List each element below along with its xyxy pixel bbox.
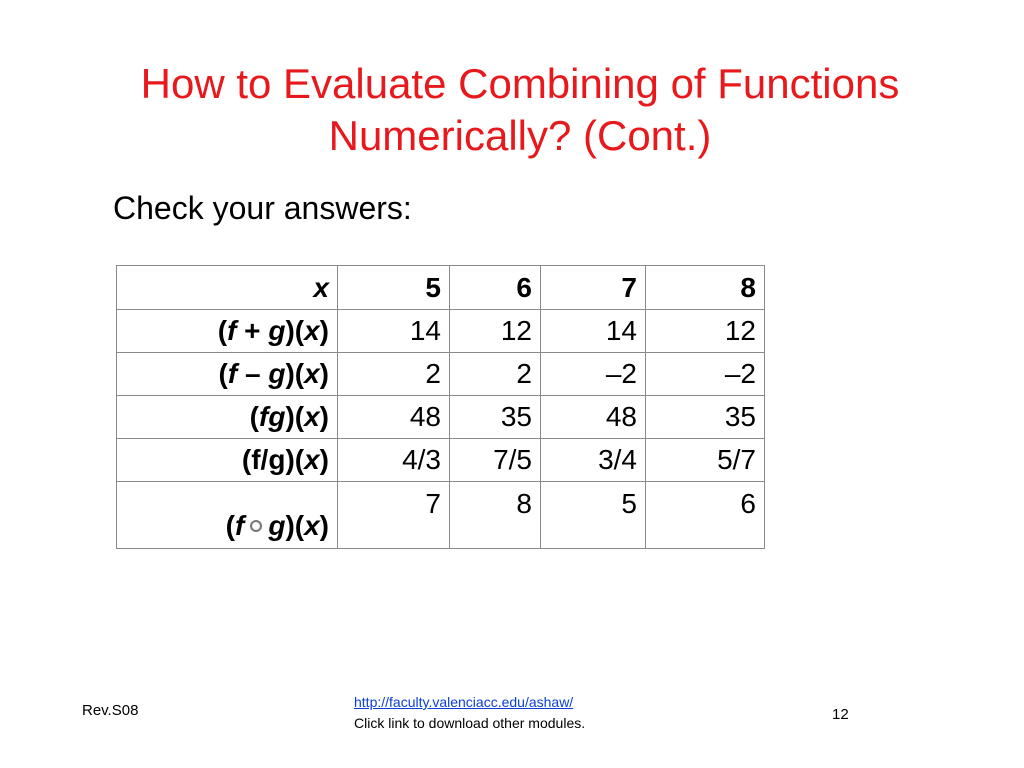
table-cell: 2: [450, 353, 541, 396]
table-cell: 48: [338, 396, 450, 439]
table-cell: 35: [646, 396, 765, 439]
table-cell: 35: [450, 396, 541, 439]
table-cell: 12: [646, 310, 765, 353]
table-cell: 5/7: [646, 439, 765, 482]
slide-title-line-2: Numerically? (Cont.): [328, 112, 712, 159]
table-cell: –2: [541, 353, 646, 396]
revision-label: Rev.S08: [82, 702, 139, 719]
table-cell: 3/4: [541, 439, 646, 482]
modules-link[interactable]: http://faculty.valenciacc.edu/ashaw/: [354, 694, 574, 710]
table-cell: 6: [646, 482, 765, 549]
intro-text: Check your answers:: [113, 190, 412, 226]
table-cell: 14: [541, 310, 646, 353]
table-cell: 7/5: [450, 439, 541, 482]
composition-circle-icon: [250, 520, 262, 532]
row-label-composition: (f g)(x): [117, 482, 338, 549]
link-note: Click link to download other modules.: [354, 715, 586, 731]
table-cell: 12: [450, 310, 541, 353]
table-cell: 4/3: [338, 439, 450, 482]
slide-title: [60, 58, 980, 162]
row-label-sum: (f + g)(x): [117, 310, 338, 353]
answers-table: [116, 265, 765, 549]
table-cell: 14: [338, 310, 450, 353]
row-label-quotient: (f/g)(x): [117, 439, 338, 482]
table-cell: –2: [646, 353, 765, 396]
table-row-sum: [117, 310, 765, 353]
header-value-cell: 6: [450, 266, 541, 310]
row-label-difference: (f – g)(x): [117, 353, 338, 396]
header-value-cell: 7: [541, 266, 646, 310]
table-cell: 2: [338, 353, 450, 396]
slide-title-line-1: How to Evaluate Combining of Functions: [140, 60, 900, 107]
table-cell: 5: [541, 482, 646, 549]
page-number: 12: [832, 706, 849, 723]
table-cell: 8: [450, 482, 541, 549]
header-value-cell: 8: [646, 266, 765, 310]
table-cell: 7: [338, 482, 450, 549]
table-row-difference: [117, 353, 765, 396]
table-row-quotient: [117, 439, 765, 482]
table-row-composition: [117, 482, 765, 549]
header-label-cell: x: [117, 266, 338, 310]
footer-link-block: [354, 692, 585, 734]
table-row-product: [117, 396, 765, 439]
header-value-cell: 5: [338, 266, 450, 310]
table-cell: 48: [541, 396, 646, 439]
row-label-product: (fg)(x): [117, 396, 338, 439]
table-header-row: [117, 266, 765, 310]
